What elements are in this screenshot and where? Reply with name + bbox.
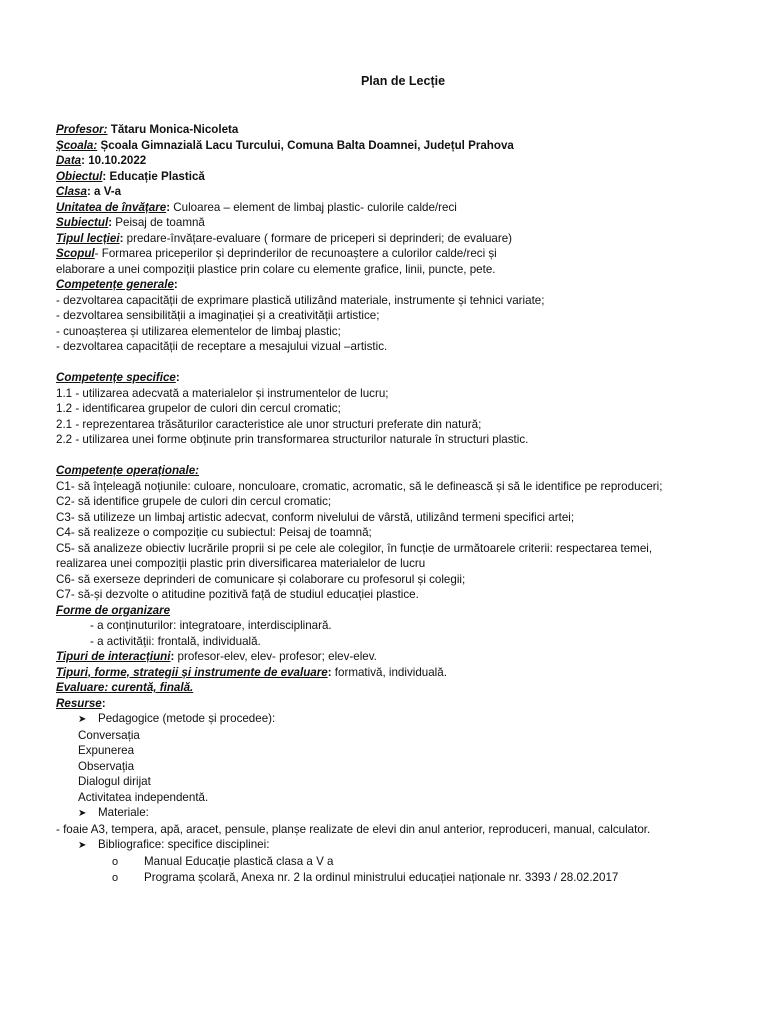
forme-organizare-label: Forme de organizare [56,603,171,617]
competenta-specifica-item: 1.2 - identificarea grupelor de culori din cercul cromatic; [56,402,341,415]
clasa-line [56,184,756,200]
tipul-value: predare-învățare-evaluare ( formare de priceperi si deprinderi; de evaluare) [123,231,513,245]
metoda-item: Expunerea [78,744,135,757]
pedagogice-bullet [56,711,756,728]
interactiuni-sep: : [170,650,175,663]
competente-specifice-sep: : [175,371,180,384]
obiectul-line [56,169,756,185]
competenta-operationala-item: C5- să analizeze obiectiv lucrările proprii si pe cele ale colegilor, în funcție de următoarele criterii: respectarea temei, [56,541,653,555]
materiale-label: Materiale: [98,806,149,819]
resurse-sep: : [101,696,106,710]
scoala-value: Școala Gimnazială Lacu Turcului, Comuna Balta Doamnei, Județul Prahova [97,138,514,152]
subiectul-sep: : [108,216,113,229]
profesor-line [56,122,756,138]
competente-operationale-label: Competențe operaționale: [56,464,200,477]
competenta-specifica-item: 1.1 - utilizarea adecvată a materialelor și instrumentelor de lucru; [56,386,389,400]
resurse-heading [56,696,756,712]
data-line [56,153,756,169]
competenta-operationala-item: C1- să înțeleagă noțiunile: culoare, nonculoare, cromatic, acromatic, să le definească și să le identifice pe reproduceri; [56,479,663,493]
scopul-line [56,246,756,262]
materiale-list: - foaie A3, tempera, apă, aracet, pensule, planșe realizate de elevi din anul anterior, reproduceri, manual, calculator. [56,822,651,836]
competenta-operationala-item: C7- să-și dezvolte o atitudine pozitivă față de studiul educației plastice. [56,588,419,601]
competente-generale-heading [56,277,756,293]
scopul-value: - Formarea priceperilor și deprinderilor de recunoaștere a culorilor calde/reci și [94,247,497,260]
bibliografie-item [56,854,756,871]
competenta-operationala-item: C3- să utilizeze un limbaj artistic adecvat, conform nivelului de vârstă, utilizând termeni specifici artei; [56,510,575,524]
profesor-label: Profesor: [56,123,108,136]
evaluare-label: Evaluare: curentă, finală. [56,681,194,694]
tipul-sep: : [119,231,124,245]
scopul-label: Scopul [56,247,95,260]
competente-specifice-label: Competențe specifice [56,371,176,384]
profesor-value: Tătaru Monica-Nicoleta [107,123,239,136]
competente-operationale-heading [56,463,756,479]
competenta-generala-item: - dezvoltarea capacității de receptare a mesajului vizual –artistic. [56,340,388,353]
competenta-operationala-item: C2- să identifice grupele de culori din cercul cromatic; [56,495,332,508]
spacer [56,355,756,371]
spacer [56,448,756,464]
unitatea-line [56,200,756,216]
interactiuni-label: Tipuri de interacțiuni [56,650,171,663]
bibliografice-bullet [56,837,756,854]
data-label: Data [56,154,82,167]
circle-bullet-icon: o [112,855,119,868]
materiale-bullet [56,805,756,822]
clasa-label: Clasa [56,185,87,198]
metoda-item: Conversația [78,728,140,742]
competenta-generala-item: - dezvoltarea capacității de exprimare plastică utilizând materiale, instrumente și tehnici variate; [56,293,545,307]
tipul-label: Tipul lecției [56,231,120,245]
pedagogice-label: Pedagogice (metode și procedee): [98,712,276,725]
interactiuni-line [56,649,756,665]
arrow-bullet-icon: ➤ [78,714,87,725]
tipuri-evaluare-value: formativă, individuală. [331,665,447,679]
competente-generale-sep: : [173,278,178,291]
unitatea-sep: : [166,200,171,214]
bibliografie-text: Manual Educație plastică clasa a V a [144,854,334,868]
forme-organizare-heading [56,603,756,619]
bibliografie-text: Programa școlară, Anexa nr. 2 la ordinul ministrului educației naționale nr. 3393 / 28.02.2017 [144,871,619,884]
arrow-bullet-icon: ➤ [78,808,87,819]
arrow-bullet-icon: ➤ [78,840,87,851]
subiectul-line [56,215,756,231]
clasa-value: : a V-a [86,185,122,198]
subiectul-label: Subiectul [56,216,109,229]
competenta-generala-item: - dezvoltarea sensibilității a imaginației și a creativității artistice; [56,309,380,322]
competenta-operationala-item: C4- să realizeze o compoziție cu subiectul: Peisaj de toamnă; [56,526,372,539]
scopul-line-2: elaborare a unei compoziții plastice prin colare cu elemente grafice, linii, puncte, pete. [56,262,496,276]
tipuri-evaluare-line [56,665,756,681]
unitatea-value: Culoarea – element de limbaj plastic- culorile calde/reci [170,200,457,214]
competenta-specifica-item: 2.1 - reprezentarea trăsăturilor caracteristice ale unor structuri preferate din natură; [56,417,482,431]
tipuri-evaluare-label: Tipuri, forme, strategii și instrumente de evaluare [56,665,328,679]
lesson-plan-body [56,122,756,887]
metoda-item: Dialogul dirijat [78,775,151,788]
competenta-specifica-item: 2.2 - utilizarea unei forme obținute prin transformarea structurilor naturale în structuri plastic. [56,433,529,446]
forme-organizare-item: - a conținuturilor: integratoare, interdisciplinară. [90,619,332,632]
bibliografie-item [56,870,756,887]
evaluare-line [56,680,756,696]
competente-specifice-heading [56,370,756,386]
interactiuni-value: profesor-elev, elev- profesor; elev-elev. [174,650,377,663]
metoda-item: Observația [78,759,135,773]
resurse-label: Resurse [56,696,102,710]
circle-bullet-icon: o [112,872,119,884]
scoala-line [56,138,756,154]
competenta-operationala-item: realizarea unei compoziții plastic prin diversificarea materialelor de lucru [56,557,426,570]
data-value: : 10.10.2022 [81,154,147,167]
obiectul-label: Obiectul [56,169,103,183]
competenta-operationala-item: C6- să exerseze deprinderi de comunicare și colaborare cu profesorul și colegii; [56,572,466,586]
bibliografice-label: Bibliografice: specifice disciplinei: [98,838,270,851]
obiectul-value: : Educație Plastică [102,169,205,183]
metoda-item: Activitatea independentă. [78,790,209,804]
competenta-generala-item: - cunoașterea și utilizarea elementelor de limbaj plastic; [56,324,341,338]
forme-organizare-item: - a activității: frontală, individuală. [90,634,261,648]
tipul-line [56,231,756,247]
unitatea-label: Unitatea de învățare [56,200,167,214]
scoala-label: Școala: [56,138,98,152]
tipuri-evaluare-sep: : [327,665,332,679]
competente-generale-label: Competențe generale [56,278,174,291]
page-title: Plan de Lecție [360,74,446,88]
subiectul-value: Peisaj de toamnă [112,216,205,229]
